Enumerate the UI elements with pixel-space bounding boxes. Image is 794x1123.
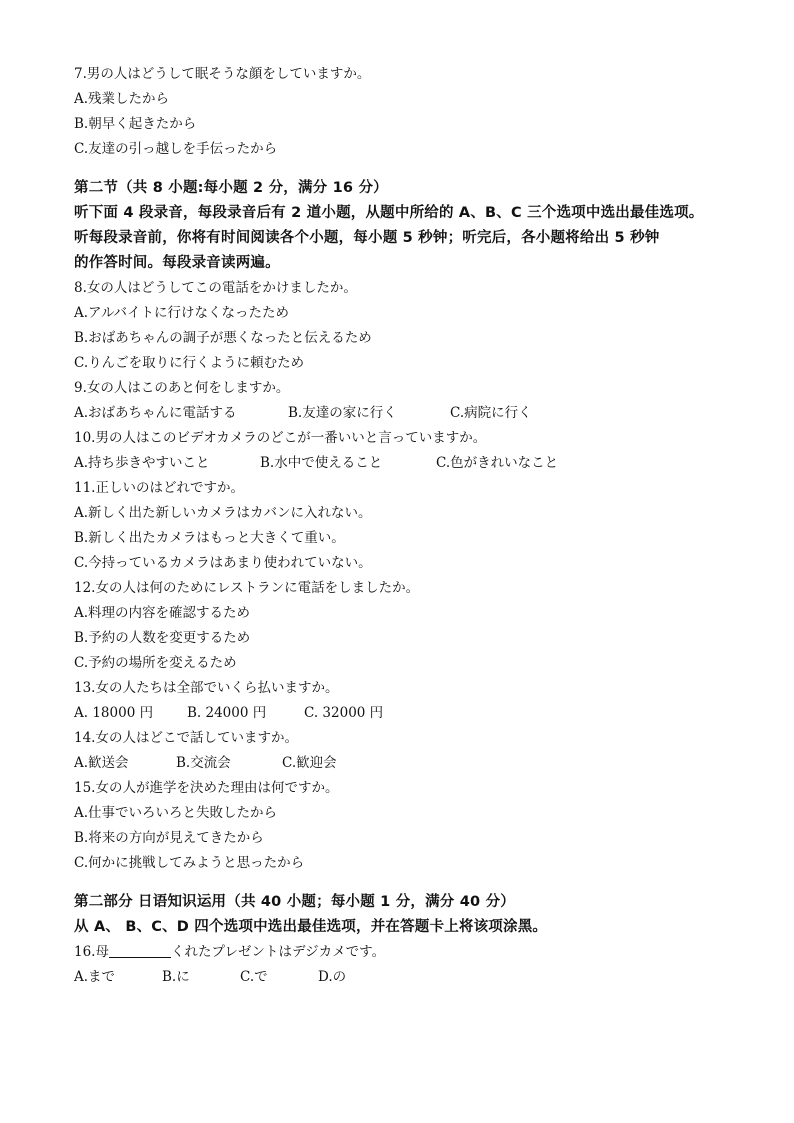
question-16-stem-after: くれたプレゼントはデジカメです。 — [170, 944, 386, 960]
question-14-option-b: B.交流会 — [176, 755, 231, 771]
question-12-option-c: C.予約の場所を変えるため — [74, 655, 237, 671]
question-7-option-b: B.朝早く起きたから — [74, 116, 197, 132]
question-8-option-c: C.りんごを取りに行くように頼むため — [74, 355, 305, 371]
question-15-option-a: A.仕事でいろいろと失敗したから — [74, 805, 278, 821]
question-10-option-b: B.水中で使えること — [260, 455, 383, 471]
question-10-option-a: A.持ち歩きやすいこと — [74, 455, 210, 471]
question-16-option-c: C.で — [240, 969, 268, 985]
question-15-option-c: C.何かに挑戦してみようと思ったから — [74, 855, 305, 871]
question-8-option-a: A.アルバイトに行けなくなったため — [74, 305, 290, 321]
question-11-option-a: A.新しく出た新しいカメラはカバンに入れない。 — [74, 505, 372, 521]
section-2-instruction-line-3: 的作答时间。每段录音读两遍。 — [74, 255, 280, 271]
question-11-stem: 11.正しいのはどれですか。 — [74, 480, 244, 496]
question-9-option-c: C.病院に行く — [450, 405, 532, 421]
question-8-stem: 8.女の人はどうしてこの電話をかけましたか。 — [74, 280, 357, 296]
question-12-option-b: B.予約の人数を変更するため — [74, 630, 251, 646]
question-9-option-a: A.おばあちゃんに電話する — [74, 405, 237, 421]
question-14-stem: 14.女の人はどこで話していますか。 — [74, 730, 298, 746]
part-2-instruction: 从 A、 B、C、D 四个选项中选出最佳选项，并在答题卡上将该项涂黑。 — [74, 919, 548, 935]
question-12-option-a: A.料理の内容を確認するため — [74, 605, 251, 621]
answer-blank — [109, 943, 171, 958]
question-16-option-d: D.の — [318, 969, 347, 985]
question-11-option-b: B.新しく出たカメラはもっと大きくて重い。 — [74, 530, 345, 546]
question-7-option-a: A.残業したから — [74, 91, 170, 107]
question-13-option-b: B. 24000 円 — [187, 705, 267, 721]
question-14-option-a: A.歓送会 — [74, 755, 129, 771]
question-10-stem: 10.男の人はこのビデオカメラのどこが一番いいと言っていますか。 — [74, 430, 487, 446]
question-16-option-b: B.に — [162, 969, 190, 985]
question-13-option-a: A. 18000 円 — [74, 705, 154, 721]
question-15-option-b: B.将来の方向が見えてきたから — [74, 830, 264, 846]
section-2-instruction-line-2: 听每段录音前，你将有时间阅读各个小题，每小题 5 秒钟；听完后，各小题将给出 5 秒钟 — [74, 230, 660, 246]
question-14-option-c: C.歓迎会 — [282, 755, 337, 771]
spacer — [74, 162, 734, 176]
spacer — [74, 876, 734, 890]
question-10-option-c: C.色がきれいなこと — [436, 455, 559, 471]
question-8-option-b: B.おばあちゃんの調子が悪くなったと伝えるため — [74, 330, 372, 346]
question-16-options — [74, 965, 734, 990]
question-13-options — [74, 701, 734, 726]
question-13-option-c: C. 32000 円 — [304, 705, 384, 721]
question-11-option-c: C.今持っているカメラはあまり使われていない。 — [74, 555, 372, 571]
question-9-option-b: B.友達の家に行く — [288, 405, 397, 421]
part-2-title: 第二部分 日语知识运用（共 40 小题；每小题 1 分，满分 40 分） — [74, 894, 515, 910]
question-13-stem: 13.女の人たちは全部でいくら払いますか。 — [74, 680, 339, 696]
question-9-stem: 9.女の人はこのあと何をしますか。 — [74, 380, 290, 396]
section-2-instruction-line-1: 听下面 4 段录音，每段录音后有 2 道小题，从题中所给的 A、B、C 三个选项中选出最佳选项。 — [74, 205, 704, 221]
question-16-stem — [74, 940, 734, 965]
question-12-stem: 12.女の人は何のためにレストランに電話をしましたか。 — [74, 580, 420, 596]
question-16-stem-before: 16.母 — [74, 944, 109, 960]
question-15-stem: 15.女の人が進学を決めた理由は何ですか。 — [74, 780, 339, 796]
question-7-stem: 7.男の人はどうして眠そうな顔をしていますか。 — [74, 66, 371, 82]
question-9-options — [74, 401, 734, 426]
exam-page — [74, 62, 734, 990]
question-7-option-c: C.友達の引っ越しを手伝ったから — [74, 141, 278, 157]
question-10-options — [74, 451, 734, 476]
question-16-option-a: A.まで — [74, 969, 116, 985]
question-14-options — [74, 751, 734, 776]
section-2-title: 第二节（共 8 小题:每小题 2 分，满分 16 分） — [74, 180, 388, 196]
